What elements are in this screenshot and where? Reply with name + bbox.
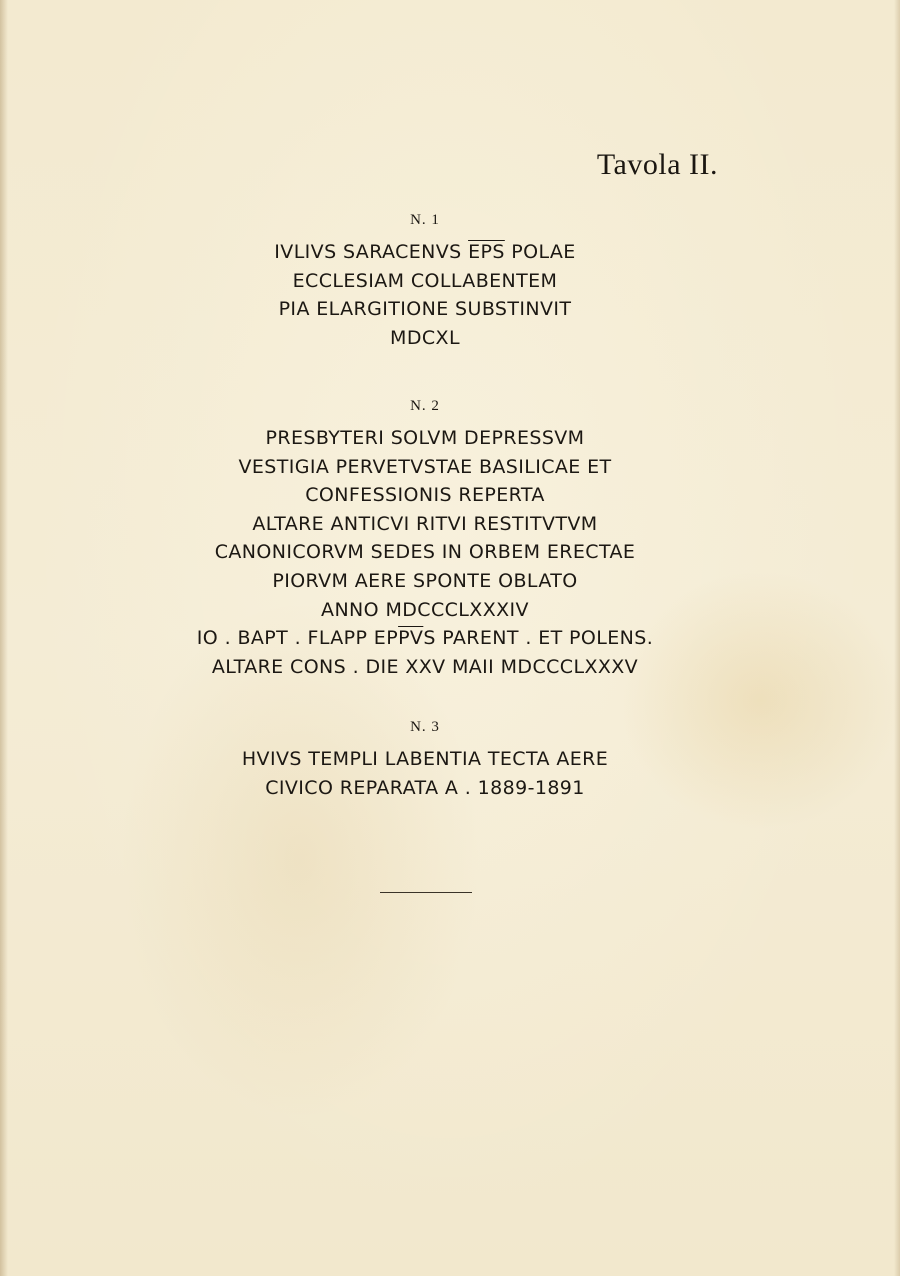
abbreviation-overline: $\overline{EPS}$ — [468, 241, 505, 263]
inscription-lines — [0, 424, 850, 681]
inscription-number: N. 1 — [410, 212, 440, 228]
plate-title: Tavola II. — [596, 148, 718, 181]
inscription-line: CONFESSIONIS REPERTA — [305, 484, 545, 507]
inscription-line: ALTARE ANTICVI RITVI RESTITVTVM — [252, 512, 598, 535]
inscription-line: PIORVM AERE SPONTE OBLATO — [272, 569, 578, 592]
inscription-line: CIVICO REPARATA A . 1889-1891 — [265, 776, 585, 799]
inscription-number: N. 3 — [410, 719, 440, 735]
inscription-line: ALTARE CONS . DIE XXV MAII MDCCCLXXXV — [211, 655, 639, 678]
inscription-number: N. 2 — [410, 398, 440, 414]
inscription-line: VESTIGIA PERVETVSTAE BASILICAE ET — [238, 455, 612, 478]
inscription-line: ECCLESIAM COLLABENTEM — [292, 269, 558, 292]
inscription-block-1 — [0, 210, 850, 352]
inscription-line: PRESBYTERI SOLVM DEPRESSVM — [265, 427, 585, 449]
inscription-line: CANONICORVM SEDES IN ORBEM ERECTAE — [214, 541, 636, 564]
inscription-line: HVIVS TEMPLI LABENTIA TECTA AERE — [241, 748, 609, 770]
closing-rule — [380, 892, 472, 893]
inscription-line: IVLIVS SARACENVS $\overline{EPS}$ POLAE — [274, 241, 576, 263]
inscription-block-3 — [0, 717, 850, 802]
inscription-block-2 — [0, 396, 850, 681]
inscription-lines — [0, 745, 850, 802]
inscription-line: PIA ELARGITIONE SUBSTINVIT — [278, 298, 572, 321]
inscription-lines — [0, 238, 850, 352]
abbreviation-overline: $\overline{PV}$ — [398, 627, 424, 650]
inscription-line: MDCXL — [390, 326, 460, 349]
inscription-line: IO . BAPT . FLAPP $EP\overline{PV}S$ PARENT . ET POLENS. — [196, 627, 654, 650]
inscription-line: ANNO MDCCCLXXXIV — [321, 598, 529, 621]
page-edge-shadow-right — [894, 0, 900, 1276]
